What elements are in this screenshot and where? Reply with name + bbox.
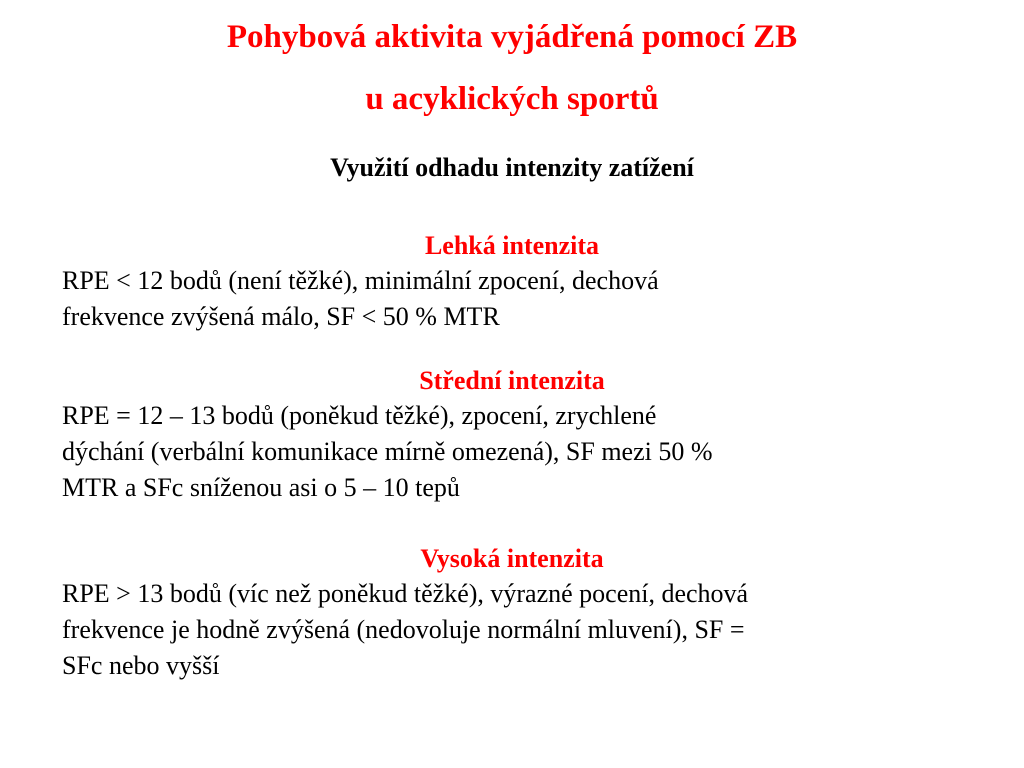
section-text: RPE < 12 bodů (není těžké), minimální zpocení, dechová frekvence zvýšená málo, SF < 50 % MTR <box>62 266 659 331</box>
section-medium-intensity <box>62 364 1002 506</box>
section-heading: Lehká intenzita <box>424 231 600 260</box>
section-text: RPE = 12 – 13 bodů (poněkud těžké), zpocení, zrychlené dýchání (verbální komunikace mírně omezená), SF mezi 50 % MTR a SFc sníženou asi o 5 – 10 tepů <box>62 401 713 502</box>
slide-subtitle: Využití odhadu intenzity zatížení <box>330 153 694 182</box>
section-light-intensity <box>62 229 1002 335</box>
slide-title-line-2: u acyklických sportů <box>365 81 659 117</box>
slide-title-line-1: Pohybová aktivita vyjádřená pomocí ZB <box>226 19 798 55</box>
section-text: RPE > 13 bodů (víc než poněkud těžké), výrazné pocení, dechová frekvence je hodně zvýšená (nedovoluje normální mluvení), SF = SFc nebo vyšší <box>62 579 749 680</box>
section-high-intensity <box>62 542 1002 684</box>
section-heading: Vysoká intenzita <box>420 544 604 573</box>
section-heading: Střední intenzita <box>419 366 605 395</box>
